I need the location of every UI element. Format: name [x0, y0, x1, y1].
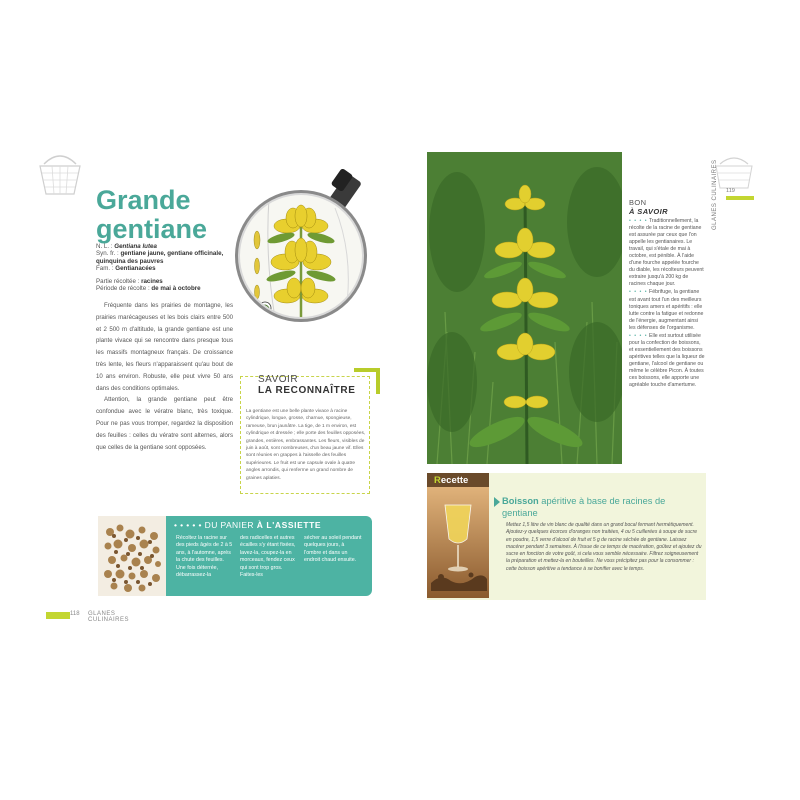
syn-label: Syn. fr. :	[96, 250, 119, 258]
savoir-corner-accent	[354, 368, 380, 394]
nl-value: Gentiana lutea	[114, 243, 157, 250]
plant-meta	[96, 243, 246, 292]
page-title	[96, 186, 207, 244]
recipe-title	[502, 495, 700, 519]
dried-root-photo	[98, 516, 166, 596]
right-header-bar	[726, 196, 754, 200]
bullet-dots: • • • •	[629, 218, 648, 224]
fam-value: Gentianacées	[115, 265, 156, 273]
liqueur-glass-photo	[427, 487, 489, 598]
panier-col-1: Récoltez la racine sur des pieds âgés de 2 à 5 ans, à l'automne, après la chute des feuilles. Une fois déterrée, débarrassez-la	[176, 535, 233, 579]
partie-value: racines	[141, 277, 163, 285]
right-page-number: 119	[726, 188, 735, 194]
panier-columns	[176, 535, 363, 579]
intro-paragraph-1: Fréquente dans les prairies de montagne, les prairies marécageuses et les bois clairs entre 500 et 2 500 m d'altitude, la grande gentiane est une plante vivace qui se rencontre dans presque tous les massifs montagneux français. De croissance très lente, les fleurs n'apparaissent qu'au bout de 10 ans environ. Robuste, elle peut vivre 50 ans dans des conditions optimales.	[96, 302, 233, 392]
bon-paragraph-3	[629, 333, 705, 389]
gentian-plant-photo	[427, 152, 622, 464]
savoir-heading-2: LA RECONNAÎTRE	[258, 385, 356, 396]
recipe-tag-initial: R	[434, 475, 441, 486]
bon-paragraph-2	[629, 289, 705, 331]
bon-text-2: Fébrifuge, la gentiane est avant tout l'un des meilleurs toniques amers et apéritifs : elle lutte contre la fatigue et redonne de l'énergie, augmentant ainsi les défenses de l'organisme.	[629, 289, 704, 331]
savoir-text: La gentiane est une belle plante vivace à racine cylindrique, longue, grosse, charnue, spongieuse, rameuse, brun jaunâtre. La tige, de 1 m environ, est cylindrique et dressée ; elle porte des feuilles opposées, grandes, entières, embrassantes. Les fleurs, visibles de juin à août, sont nombreuses, d'un beau jaune vif. Elles sont réunies en grappes à l'aisselle des feuilles supérieures. Le fruit est une capsule ovale à quatre angles arrondis, qui renferme un grand nombre de graines aplaties.	[246, 409, 366, 481]
savoir-box	[240, 368, 380, 496]
bon-heading-2: À SAVOIR	[629, 207, 668, 216]
syn-value: gentiane jaune, gentiane officinale, quinquina des pauvres	[96, 250, 224, 265]
panier-col-2: des radicelles et autres écailles s'y étant fixées, lavez-la, coupez-la en morceaux, fendez ceux qui sont trop gros. Faites-les	[240, 535, 296, 579]
left-footer-bar	[46, 612, 70, 619]
title-line-2: gentiane	[96, 214, 208, 244]
magnifier-illustration	[235, 168, 393, 326]
recipe-title-bold: Boisson	[502, 496, 539, 506]
panier-heading-prefix: • • • • • DU PANIER	[174, 520, 254, 530]
bon-text-3: Elle est surtout utilisée pour la confection de boissons, et essentiellement des boissons apéritives telles que la liqueur de gentiane, l'alcool de gentiane ou même le célèbre Picon. À toutes ces boissons, elle apporte une agréable touche d'amertume.	[629, 332, 705, 389]
intro-paragraph-2: Attention, la grande gentiane peut être confondue avec le vératre blanc, très toxique. Pour ne pas vous tromper, regardez la disposition des feuilles : celles du vératre sont alternes, alors que celles de la gentiane sont opposées.	[96, 396, 233, 451]
title-line-1: Grande	[96, 185, 191, 215]
fam-label: Fam. :	[96, 265, 114, 273]
recipe-tag-rest: ecette	[440, 475, 469, 486]
panier-heading	[174, 520, 321, 530]
periode-label: Période de récolte :	[96, 285, 150, 293]
panier-heading-bold: À L'ASSIETTE	[256, 520, 322, 530]
right-side-label: GLANES CULINAIRES	[712, 159, 718, 230]
savoir-heading-1: SAVOIR	[258, 374, 299, 385]
bon-heading-1: BON	[629, 198, 647, 207]
right-side-header	[712, 152, 756, 232]
partie-label: Partie récoltée :	[96, 277, 140, 285]
panier-col-3: sécher au soleil pendant quelques jours, à l'ombre et dans un endroit chaud ensuite.	[304, 535, 362, 564]
bullet-dots: • • • •	[629, 332, 648, 339]
recipe-title-rest: apéritive à base de racines de gentiane	[502, 496, 666, 518]
recipe-text: Mettez 1,5 litre de vin blanc de qualité dans un grand bocal fermant hermétiquement. Ajoutez-y quelques écorces d'oranges non traitées, 4 ou 5 cuillerées à soupe de sucre en poudre, 1,5 verre d'alcool de fruit et 5 g de racine séchée de gentiane. Laissez macérer pendant 3 semaines. À l'issue de ce temps de macération, goûtez et ajoutez du sucre en fonction de votre goût, si cela vous semble nécessaire. Filtrez soigneusement la préparation et mettez-la en bouteilles. Ne vous précipitez pas pour la consommer : cette boisson apéritive a tendance à se bonifier avec le temps.	[506, 522, 702, 572]
bon-paragraph-1	[629, 218, 705, 288]
bon-text-1: Traditionnellement, la récolte de la racine de gentiane est assurée par ceux que l'on appelle les gentianaires. Le travail, qui s'étale de mai à octobre, est pénible. À l'aide d'une fourche appelée fourche du diable, les récolteurs peuvent extraire jusqu'à 200 kg de racines chaque jour.	[629, 218, 704, 288]
periode-value: de mai à octobre	[151, 285, 201, 293]
nl-label: N. L. :	[96, 243, 113, 250]
basket-icon	[38, 150, 82, 198]
basket-icon	[712, 152, 756, 190]
bon-a-savoir-box	[629, 198, 705, 390]
bullet-dots: • • • •	[629, 289, 648, 296]
intro-text	[96, 300, 233, 453]
left-footer-label: GLANES CULINAIRES	[88, 611, 130, 623]
left-page-number: 118	[70, 611, 80, 617]
recipe-arrow-icon	[494, 497, 500, 507]
